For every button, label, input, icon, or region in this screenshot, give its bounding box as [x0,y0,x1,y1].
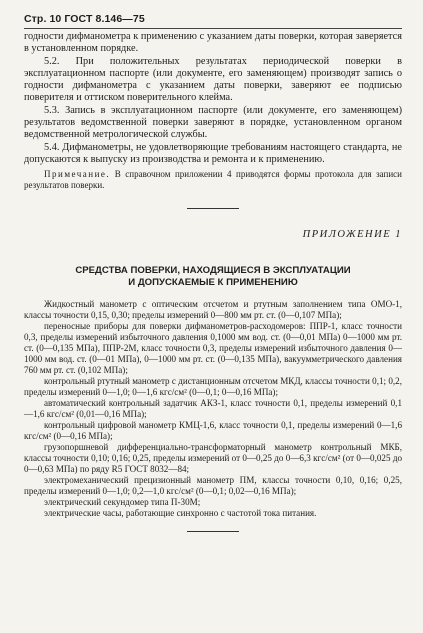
list-item: электрический секундомер типа П-30М; [44,496,201,507]
list-item: переносные приборы для поверки дифманометров-расходомеров: ППР-1, класс точности 0,3, пределы измерений избыточного давления 0,1000 мм вод. ст. (0—0,01 МПа) 0—1000 мм рт. ст. (0—0,135 МПа), ППР-2М, класс точности 0,3, пределы измерений избыточного давления 0—1000 мм вод. ст. (0—01 МПа), 0—1000 мм рт. ст. (0—0,135 МПа), вакуумметрического давления 760 мм рт. ст. (0,102 МПа); [24,320,402,375]
appendix-title-line-2: И ДОПУСКАЕМЫЕ К ПРИМЕНЕНИЮ [128,276,298,288]
section-separator [187,208,239,209]
paragraph-5-3: 5.3. Запись в эксплуатационном паспорте (или документе, его заменяющем) результатов ведомственной поверки заверяют в порядке, установленном органом ведомственной метрологической службы. [24,104,402,141]
list-item: грузопоршневой дифференциально-трансформаторный манометр контрольный МКБ, классы точности 0,10; 0,16; 0,25, пределы измерений от 0—0,25 до 0—6,3 кгс/см² (от 0—0,025 до 0—0,63 МПа) по ряду R5 ГОСТ 8032—84; [24,441,402,474]
note [24,169,402,191]
list-item: контрольный ртутный манометр с дистанционным отсчетом МКД, классы точности 0,1; 0,2, пределы измерений 0—1,0; 0—1,6 кгс/см² (0—0,1; 0—0,16 МПа); [24,375,402,397]
header-rule [24,28,402,29]
note-label: Примечание. [44,169,111,180]
page-text [24,31,402,532]
paragraph-5-4: 5.4. Дифманометры, не удовлетворяющие требованиям настоящего стандарта, не допускаются к выпуску из производства и ремонта и к применению. [24,141,402,165]
list-item: электромеханический прецизионный манометр ПМ, классы точности 0,10, 0,16; 0,25, пределы измерений 0—1,0; 0,2—1,0 кгс/см² (0—0,1; 0,02—0,16 МПа); [24,474,402,496]
appendix-label: ПРИЛОЖЕНИЕ 1 [302,229,402,241]
list-item: Жидкостный манометр с оптическим отсчетом и ртутным заполнением типа ОМО-1, классы точности 0,15, 0,30; пределы измерений 0—800 мм рт. ст. (0—0,107 МПа); [24,298,402,320]
note-text: В справочном приложении 4 приводятся формы протокола для записи результатов поверки. [24,169,402,191]
page-header: Стр. 10 ГОСТ 8.146—75 [24,13,145,25]
list-item: электрические часы, работающие синхронно с частотой тока питания. [44,507,317,518]
list-item: контрольный цифровой манометр КМЦ-1,6, класс точности 0,1, пределы измерений 0—1,6 кгс/см² (0—0,16 МПа); [24,419,402,441]
list-item: автоматический контрольный задатчик АКЗ-1, класс точности 0,1, пределы измерений 0,1—1,6 кгс/см² (0,01—0,16 МПа); [24,397,402,419]
end-separator [187,531,239,532]
appendix-title-line-1: СРЕДСТВА ПОВЕРКИ, НАХОДЯЩИЕСЯ В ЭКСПЛУАТАЦИИ [75,264,351,276]
continuation-paragraph: годности дифманометра к применению с указанием даты поверки, которая заверяется в установленном порядке. [24,31,402,55]
equipment-list [24,299,402,519]
paragraph-5-2: 5.2. При положительных результатах периодической поверки в эксплуатационном паспорте (или документе, его заменяющем) производят запись о годности дифманометра с указанием даты поверки, заверяют ее подписью поверителя и оттиском поверительного клейма. [24,55,402,104]
